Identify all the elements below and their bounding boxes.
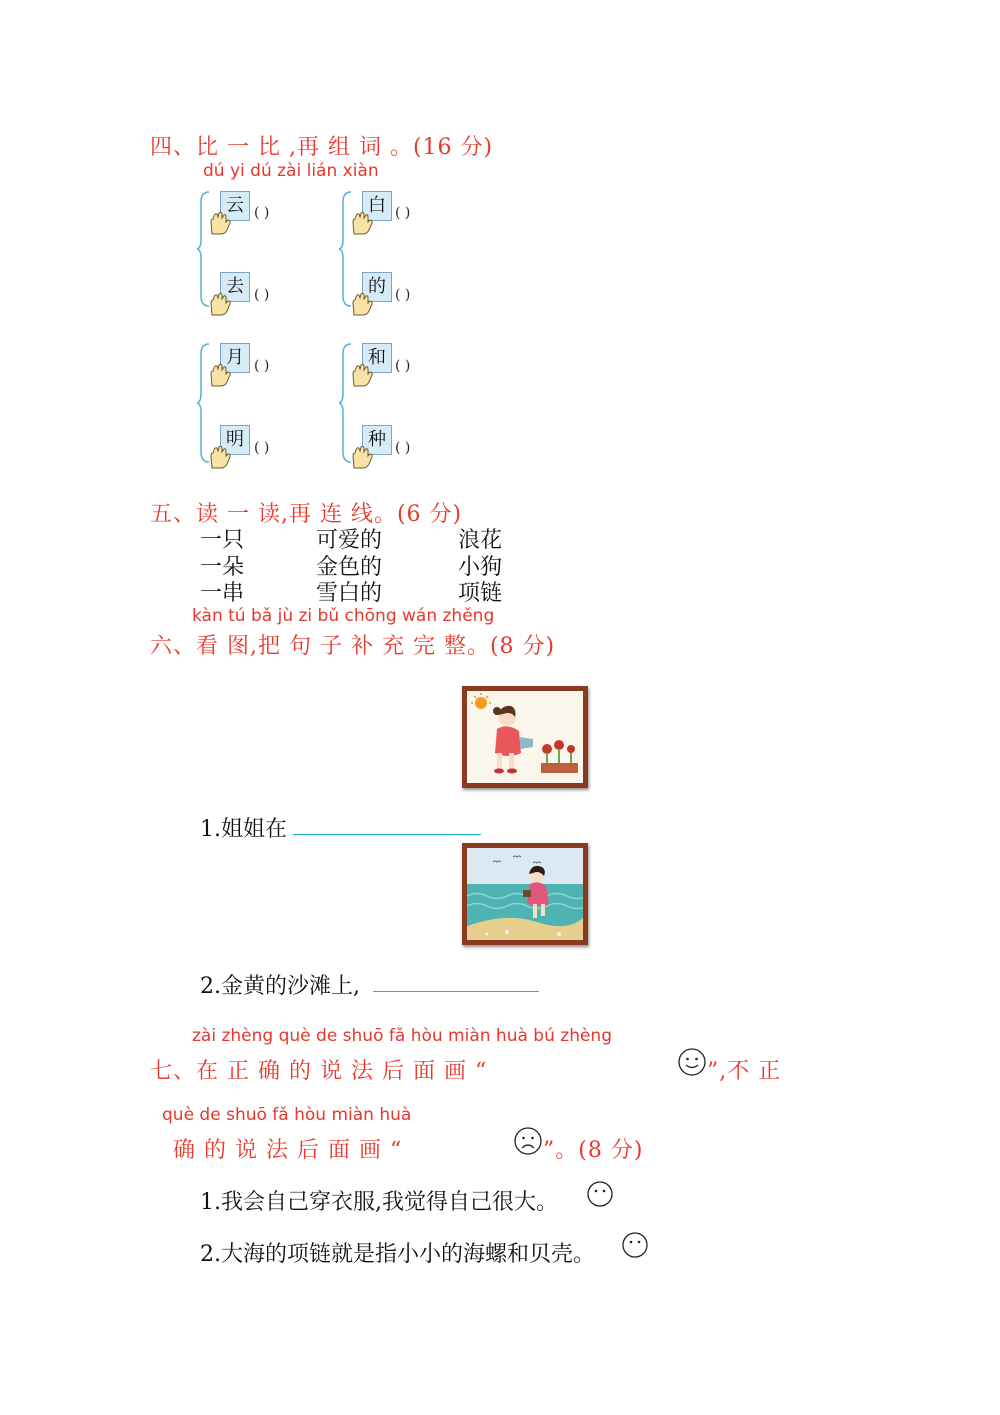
answer-paren[interactable]: ( ) — [254, 440, 270, 456]
match-middle-item[interactable]: 雪白的 — [316, 581, 383, 606]
section4-pinyin: dú yi dú zài lián xiàn — [203, 161, 379, 181]
match-right-item[interactable]: 项链 — [458, 581, 503, 606]
beach-picture — [462, 843, 588, 945]
section7-heading-line2-end: ”。(8 分) — [543, 1138, 644, 1163]
char-card: 云 — [220, 191, 250, 221]
match-left-item[interactable]: 一只 — [200, 528, 245, 553]
section7-pinyin-line1: zài zhèng què de shuō fǎ hòu miàn huà bú zhèng — [192, 1026, 612, 1046]
match-middle-item[interactable]: 可爱的 — [316, 528, 383, 553]
answer-paren[interactable]: ( ) — [395, 205, 411, 221]
section7-pinyin-line2: què de shuō fǎ hòu miàn huà — [162, 1105, 412, 1125]
sad-face-icon — [513, 1126, 543, 1156]
statement-1: 1.我会自己穿衣服,我觉得自己很大。 — [200, 1190, 558, 1215]
char-card: 明 — [220, 425, 250, 455]
char-card: 种 — [362, 425, 392, 455]
blank-face-icon[interactable] — [621, 1231, 649, 1259]
match-left-item[interactable]: 一朵 — [200, 555, 245, 580]
match-left-item[interactable]: 一串 — [200, 581, 245, 606]
answer-paren[interactable]: ( ) — [254, 287, 270, 303]
smiley-face-icon — [677, 1047, 707, 1077]
hand-icon — [349, 291, 375, 317]
hand-icon — [207, 362, 233, 388]
section6-pinyin: kàn tú bǎ jù zi bǔ chōng wán zhěng — [192, 606, 495, 626]
char-card: 和 — [362, 343, 392, 373]
hand-icon — [349, 362, 375, 388]
answer-paren[interactable]: ( ) — [395, 287, 411, 303]
hand-icon — [207, 210, 233, 236]
question-6-2: 2.金黄的沙滩上, — [200, 974, 360, 999]
section4-heading: 四、比 一 比 ,再 组 词 。(16 分) — [150, 135, 494, 160]
match-right-item[interactable]: 浪花 — [458, 528, 503, 553]
answer-line[interactable] — [373, 991, 539, 992]
answer-paren[interactable]: ( ) — [395, 440, 411, 456]
section5-heading: 五、读 一 读,再 连 线。(6 分) — [150, 502, 463, 527]
watering-picture — [462, 686, 588, 788]
hand-icon — [207, 444, 233, 470]
char-card: 月 — [220, 343, 250, 373]
answer-line[interactable] — [293, 834, 481, 835]
hand-icon — [349, 444, 375, 470]
hand-icon — [349, 210, 375, 236]
char-card: 的 — [362, 272, 392, 302]
question-6-1: 1.姐姐在 — [200, 817, 287, 842]
section7-heading-line1: 七、在 正 确 的 说 法 后 面 画 “ — [150, 1059, 488, 1084]
answer-paren[interactable]: ( ) — [254, 205, 270, 221]
section7-heading-line2: 确 的 说 法 后 面 画 “ — [173, 1138, 403, 1163]
section6-heading: 六、看 图,把 句 子 补 充 完 整。(8 分) — [150, 634, 556, 659]
statement-2: 2.大海的项链就是指小小的海螺和贝壳。 — [200, 1242, 595, 1267]
blank-face-icon[interactable] — [586, 1180, 614, 1208]
match-middle-item[interactable]: 金色的 — [316, 555, 383, 580]
hand-icon — [207, 291, 233, 317]
section7-heading-line1-end: ”,不 正 — [707, 1059, 782, 1084]
char-card: 去 — [220, 272, 250, 302]
match-right-item[interactable]: 小狗 — [458, 555, 503, 580]
char-card: 白 — [362, 191, 392, 221]
answer-paren[interactable]: ( ) — [254, 358, 270, 374]
answer-paren[interactable]: ( ) — [395, 358, 411, 374]
